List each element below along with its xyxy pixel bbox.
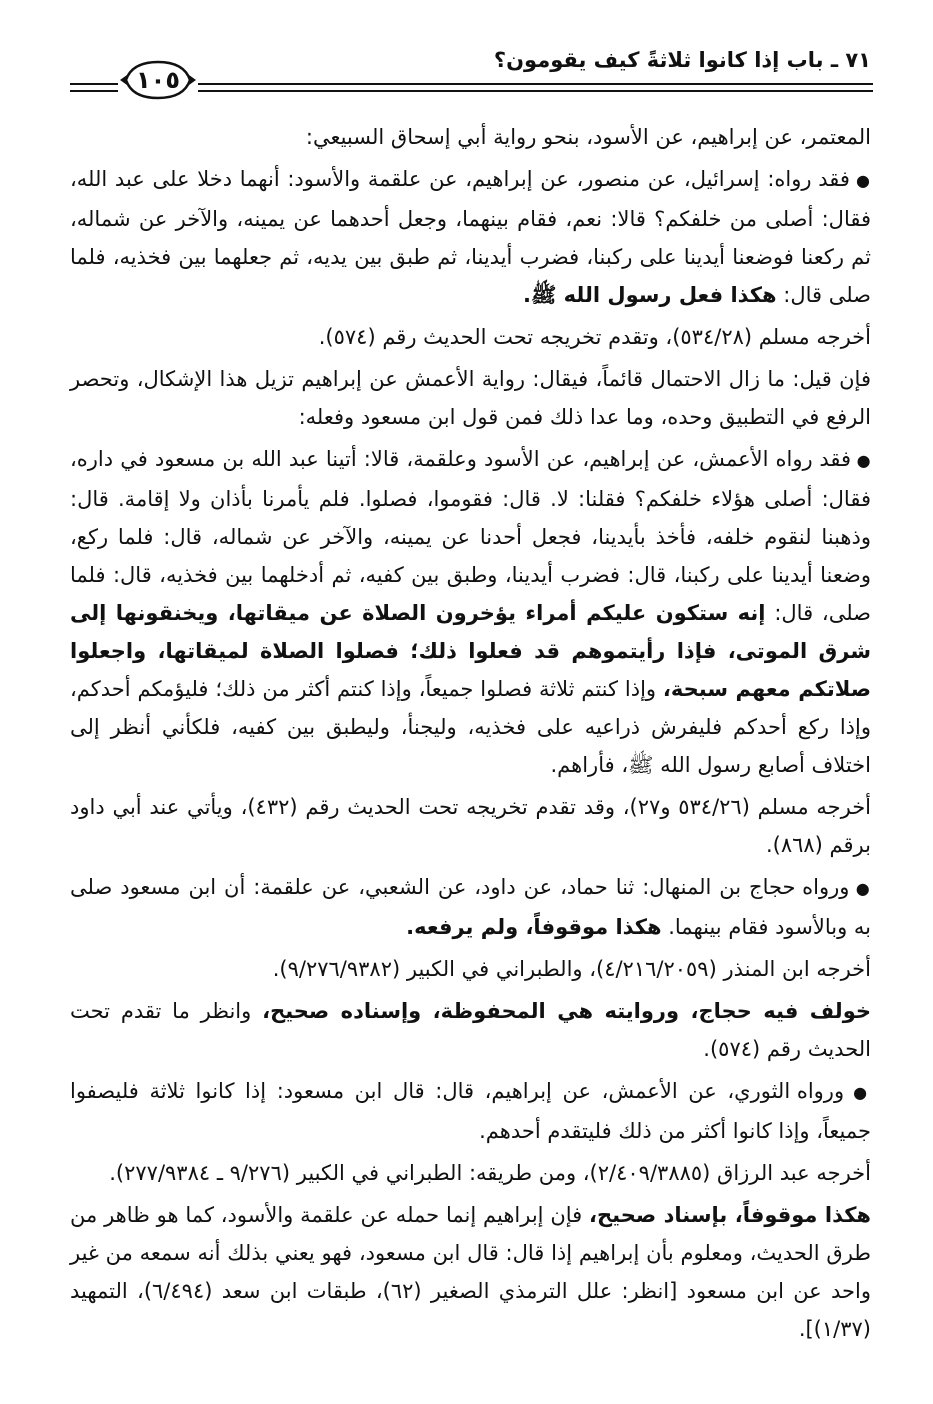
text-run: فإن إبراهيم إنما حمله عن علقمة والأسود، كما هو ظاهر من طرق الحديث، ومعلوم بأن إبراهيم إذا قال: قال ابن مسعود، فهو يعني بذلك أنه سمعه من غير واحد عن ابن مسعود [انظر: علل الترمذي الصغير (٦٢)، طبقات ابن سعد (٦/٤٩٤)، التمهيد (١/٣٧)]. — [70, 1203, 871, 1341]
text-run: ورواه حجاج بن المنهال: ثنا حماد، عن داود، عن الشعبي، عن علقمة: أن ابن مسعود صلى به وبالأسود فقام بينهما. — [70, 875, 871, 939]
paragraph — [70, 788, 871, 864]
bullet-icon: ● — [844, 1083, 871, 1102]
paragraph — [70, 868, 871, 946]
bold-text: هكذا موقوفاً، ولم يرفعه. — [406, 915, 662, 939]
paragraph — [70, 1072, 871, 1150]
bold-text: خولف فيه حجاج، وروايته هي المحفوظة، وإسناده صحيح، — [262, 999, 871, 1023]
paragraph — [70, 160, 871, 314]
bold-text: هكذا موقوفاً، بإسناد صحيح، — [589, 1203, 871, 1227]
paragraph — [70, 1196, 871, 1348]
page-number: ١٠٥ — [136, 66, 180, 94]
paragraph — [70, 1154, 871, 1192]
paragraph — [70, 440, 871, 784]
bold-text: إنه ستكون عليكم أمراء يؤخرون الصلاة عن ميقاتها، ويخنقونها إلى شرق الموتى، فإذا رأيتموهم قد فعلوا ذلك؛ فصلوا الصلاة لميقاتها، واجعلوا صلاتكم معهم سبحة، — [70, 601, 871, 701]
text-run: أخرجه مسلم (٥٣٤/٢٨)، وتقدم تخريجه تحت الحديث رقم (٥٧٤). — [318, 325, 871, 349]
page-number-ornament — [118, 58, 198, 102]
paragraph — [70, 118, 871, 156]
bullet-icon: ● — [851, 451, 872, 470]
bullet-icon: ● — [849, 171, 871, 190]
paragraph — [70, 950, 871, 988]
text-run: أخرجه ابن المنذر (٤/٢١٦/٢٠٥٩)، والطبراني في الكبير (٩/٢٧٦/٩٣٨٢). — [272, 957, 871, 981]
chapter-title: ٧١ ـ باب إذا كانوا ثلاثةً كيف يقومون؟ — [493, 48, 871, 72]
text-run: فإن قيل: ما زال الاحتمال قائماً، فيقال: رواية الأعمش عن إبراهيم تزيل هذا الإشكال، وتحصر الرفع في التطبيق وحده، وما عدا ذلك فمن قول ابن مسعود وفعله: — [70, 367, 871, 429]
paragraph — [70, 360, 871, 436]
text-run: فقد رواه: إسرائيل، عن منصور، عن إبراهيم، عن علقمة والأسود: أنهما دخلا على عبد الله، فقال: أصلى من خلفكم؟ قالا: نعم، فقام بينهما، وجعل أحدهما عن يمينه، والآخر عن شماله، ثم ركعنا فوضعنا أيدينا على ركبنا، فضرب أيدينا، ثم طبق بين يديه، ثم جعلهما بين فخذيه، فلما صلى قال: — [70, 167, 871, 307]
page-body — [70, 118, 871, 1352]
bold-text: هكذا فعل رسول الله ﷺ. — [523, 283, 777, 307]
text-run: وإذا كنتم ثلاثة فصلوا جميعاً، وإذا كنتم أكثر من ذلك؛ فليؤمكم أحدكم، وإذا ركع أحدكم فليفرش ذراعيه على فخذيه، وليجنأ، وليطبق بين كفيه، فلكأني أنظر إلى اختلاف أصابع رسول الله ﷺ، فأراهم. — [70, 677, 871, 777]
paragraph — [70, 318, 871, 356]
text-run: وانظر ما تقدم تحت الحديث رقم (٥٧٤). — [70, 999, 871, 1061]
text-run: فقد رواه الأعمش، عن إبراهيم، عن الأسود وعلقمة، قالا: أتينا عبد الله بن مسعود في داره، فقال: أصلى هؤلاء خلفكم؟ فقلنا: لا. قال: فقوموا، فصلوا. فلم يأمرنا بأذان ولا إقامة. قال: وذهبنا لنقوم خلفه، فأخذ بأيدينا، فجعل أحدنا عن يمينه، والآخر عن شماله، قال: فلما ركع، وضعنا أيدينا على ركبنا، قال: فضرب أيدينا، وطبق بين كفيه، ثم أدخلهما بين فخذيه، قال: فلما صلى، قال: — [70, 447, 871, 625]
text-run: المعتمر، عن إبراهيم، عن الأسود، بنحو رواية أبي إسحاق السبيعي: — [305, 125, 871, 149]
text-run: أخرجه مسلم (٥٣٤/٢٦ و٢٧)، وقد تقدم تخريجه تحت الحديث رقم (٤٣٢)، ويأتي عند أبي داود برقم (٨٦٨). — [70, 795, 872, 857]
text-run: ورواه الثوري، عن الأعمش، عن إبراهيم، قال: قال ابن مسعود: إذا كانوا ثلاثة فليصفوا جميعاً، وإذا كانوا أكثر من ذلك فليتقدم أحدهم. — [70, 1079, 871, 1143]
bullet-icon: ● — [849, 879, 872, 898]
text-run: أخرجه عبد الرزاق (٢/٤٠٩/٣٨٨٥)، ومن طريقه: الطبراني في الكبير (٩/٢٧٦ ـ ٢٧٧/٩٣٨٤). — [109, 1161, 871, 1185]
paragraph — [70, 992, 871, 1068]
